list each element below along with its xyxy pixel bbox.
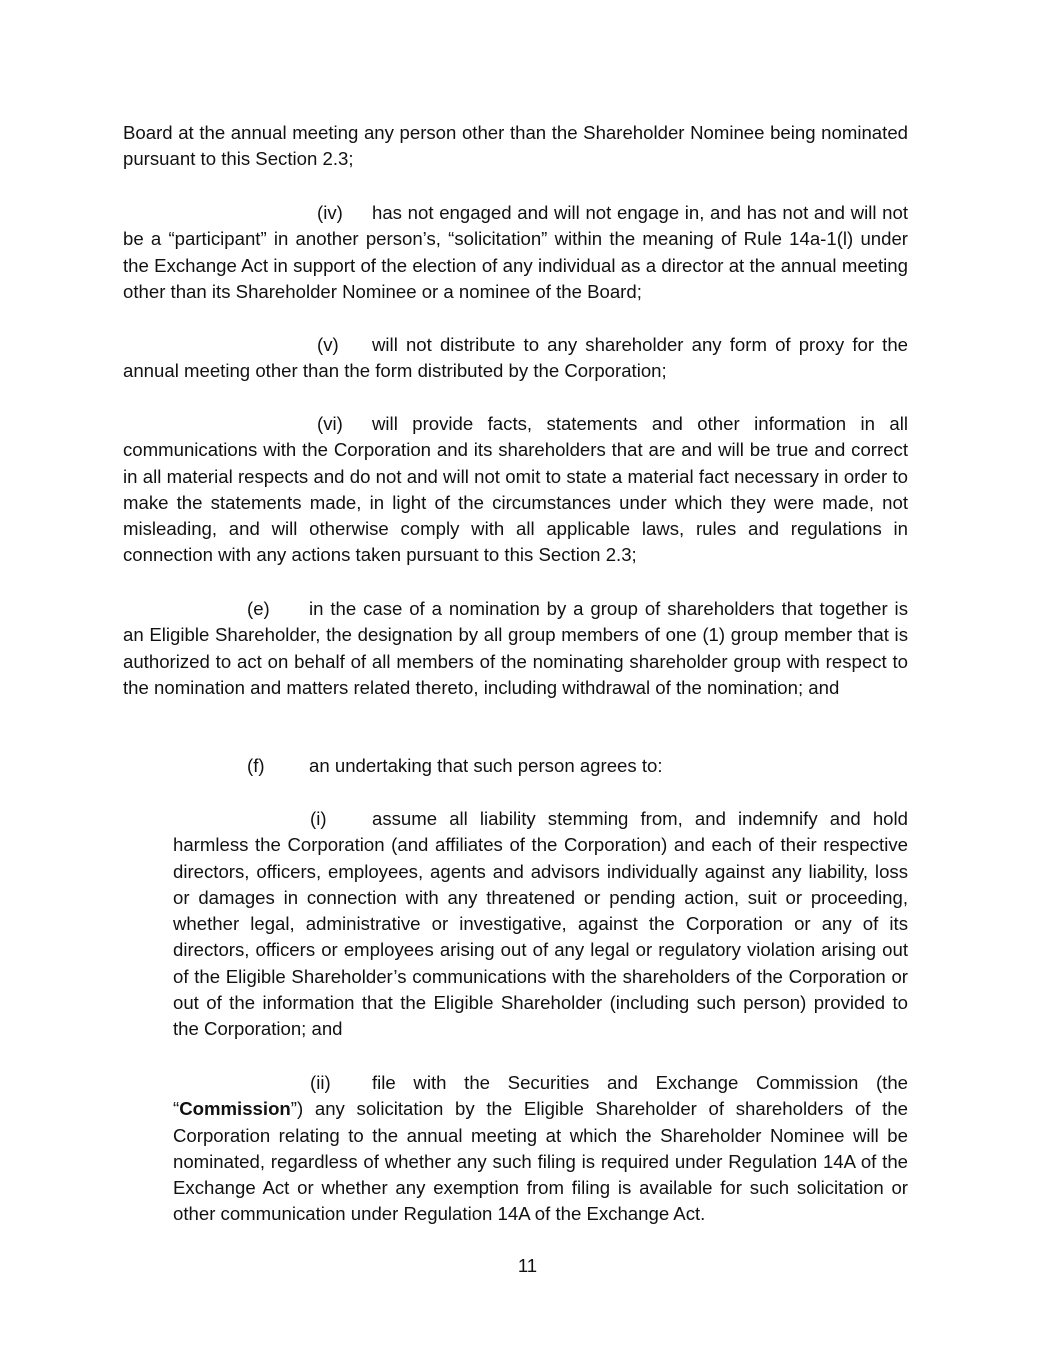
clause-text: assume all liability stemming from, and indemnify and hold harmless the Corporation (and affiliates of the Corporation) and each of their respective directors, officers, employees, agents and advisors individually against any liability, loss or damages in connection with any threatened or pending action, suit or proceeding, whether legal, administrative or investigative, against the Corporation or any of its directors, officers or employees arising out of any legal or regulatory violation arising out of the Eligible Shareholder’s communications with the shareholders of the Corporation or out of the information that the Eligible Shareholder (including such person) provided to the Corporation; and bbox=[173, 808, 908, 1040]
clause-text: will provide facts, statements and other information in all communications with the Corporation and its shareholders that are and will be true and correct in all material respects and do not and will not omit to state a material fact necessary in order to make the statements made, in light of the circumstances under which they were made, not misleading, and will otherwise comply with all applicable laws, rules and regulations in connection with any actions taken pursuant to this Section 2.3; bbox=[123, 413, 908, 566]
clause-vi bbox=[123, 411, 908, 569]
clause-text: has not engaged and will not engage in, and has not and will not be a “participant” in another person’s, “solicitation” within the meaning of Rule 14a-1(l) under the Exchange Act in support of the election of any individual as a director at the annual meeting other than its Shareholder Nominee or a nominee of the Board; bbox=[123, 202, 908, 302]
clause-f-i bbox=[173, 806, 908, 1043]
clause-text: will not distribute to any shareholder any form of proxy for the annual meeting other than the form distributed by the Corporation; bbox=[123, 334, 908, 382]
clause-marker: (e) bbox=[247, 598, 270, 619]
clause-text-before: file with the Securities and Exchange Commission (the “ bbox=[173, 1072, 908, 1120]
clause-marker: (vi) bbox=[317, 413, 343, 434]
clause-marker: (iv) bbox=[317, 202, 343, 223]
clause-text: in the case of a nomination by a group of shareholders that together is an Eligible Shareholder, the designation by all group members of one (1) group member that is authorized to act on behalf of all members of the nominating shareholder group with respect to the nomination and matters related thereto, including withdrawal of the nomination; and bbox=[123, 598, 908, 698]
clause-f-ii bbox=[173, 1070, 908, 1228]
page-number: 11 bbox=[517, 1255, 538, 1276]
clause-e bbox=[123, 596, 908, 701]
clause-text: an undertaking that such person agrees to: bbox=[309, 755, 663, 776]
clause-v bbox=[123, 332, 908, 385]
clause-marker: (f) bbox=[247, 755, 265, 776]
clause-marker: (v) bbox=[317, 334, 339, 355]
defined-term: Commission bbox=[179, 1098, 291, 1120]
clause-marker: (ii) bbox=[310, 1072, 331, 1093]
clause-marker: (i) bbox=[310, 808, 327, 829]
clause-iv bbox=[123, 200, 908, 305]
paragraph-continuation bbox=[123, 120, 908, 173]
clause-f bbox=[123, 753, 908, 779]
paragraph-text: Board at the annual meeting any person other than the Shareholder Nominee being nominated pursuant to this Section 2.3; bbox=[123, 122, 908, 170]
clause-text-after: ”) any solicitation by the Eligible Shareholder of shareholders of the Corporation relating to the annual meeting at which the Shareholder Nominee will be nominated, regardless of whether any such filing is required under Regulation 14A of the Exchange Act or whether any exemption from filing is available for such solicitation or other communication under Regulation 14A of the Exchange Act. bbox=[173, 1098, 908, 1225]
